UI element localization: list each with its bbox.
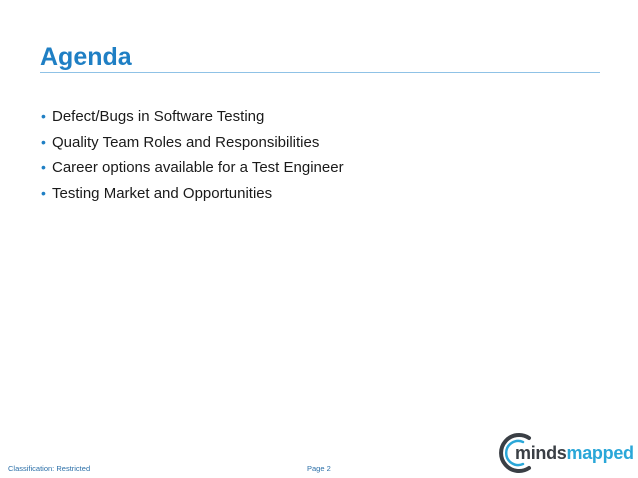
bullet-icon: • xyxy=(41,184,46,201)
mindsmapped-logo xyxy=(497,430,635,476)
list-item xyxy=(41,130,344,156)
bullet-icon: • xyxy=(41,108,46,124)
page-number: Page 2 xyxy=(307,464,331,473)
list-item xyxy=(41,104,344,130)
agenda-item-text: Career options available for a Test Engineer xyxy=(52,159,344,176)
agenda-list xyxy=(41,104,344,206)
bullet-icon: • xyxy=(41,133,46,150)
bullet-icon: • xyxy=(41,159,46,175)
agenda-item-text: Quality Team Roles and Responsibilities xyxy=(52,133,320,151)
classification-label: Classification: Restricted xyxy=(8,464,91,473)
logo-text-light: mapped xyxy=(566,443,634,463)
agenda-item-text: Defect/Bugs in Software Testing xyxy=(52,108,265,125)
title-underline xyxy=(40,72,600,73)
list-item xyxy=(41,155,344,181)
agenda-item-text: Testing Market and Opportunities xyxy=(52,184,273,202)
logo-text-dark: minds xyxy=(515,443,567,463)
slide-title: Agenda xyxy=(40,43,132,71)
list-item xyxy=(41,181,344,207)
logo-wordmark xyxy=(515,442,634,464)
